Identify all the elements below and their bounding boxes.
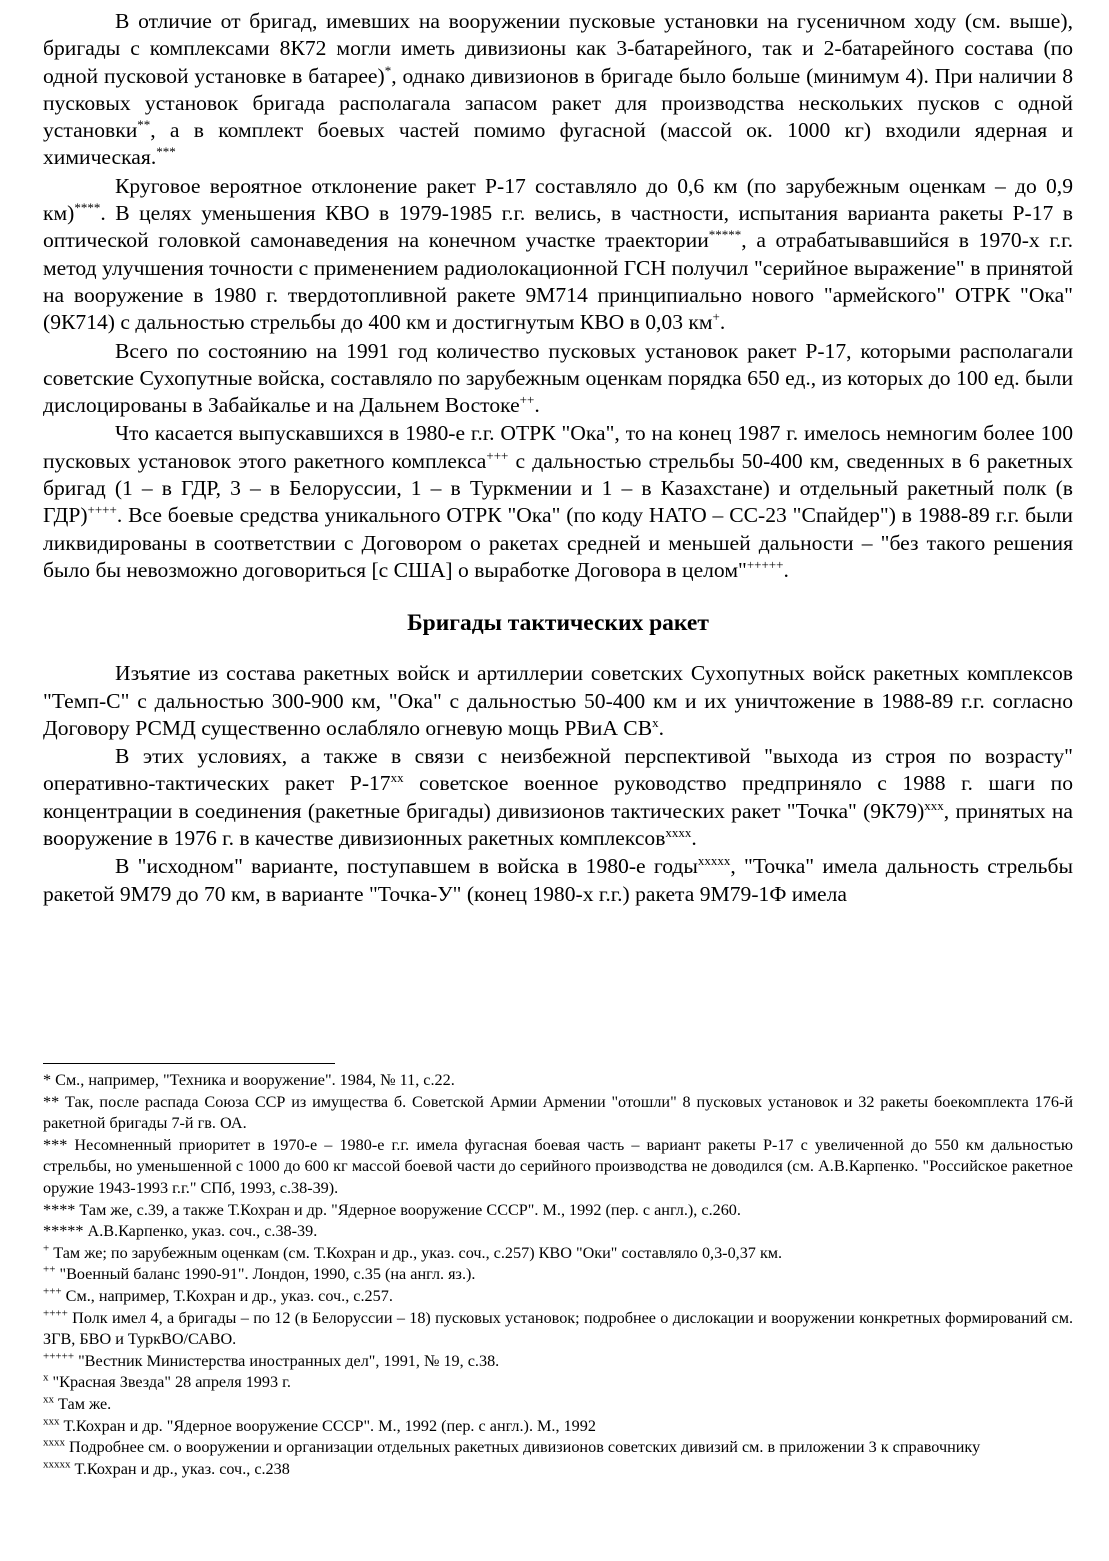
footnotes xyxy=(43,1070,1073,1480)
text: , а отрабатывавшийся в 1970-х г.г. метод улучшения точности с применением радиолокационной ГСН получил "серийное выражение" в принятой на вооружение в 1980 г. твердотопливной ракете 9М714 принципиально нового "армейского" ОТРК "Ока" (9К714) с дальностью стрельбы до 400 км и достигнутым КВО в 0,03 км xyxy=(43,228,1073,335)
footnote-marker: +++++ xyxy=(43,1350,75,1363)
footnote-marker: * xyxy=(43,1071,52,1089)
text: . xyxy=(719,310,726,335)
footnote-ref[interactable]: + xyxy=(712,309,720,325)
footnote-ref[interactable]: **** xyxy=(74,199,101,215)
footnote-marker: x xyxy=(43,1371,49,1384)
main-text xyxy=(43,8,1073,908)
footnote-text: См., например, Т.Кохран и др., указ. соч., с.257. xyxy=(61,1286,393,1305)
footnote-ref[interactable]: +++++ xyxy=(746,556,784,572)
text: , однако дивизионов в бригаде было больше (минимум 4). При наличии 8 пусковых установок бригада располагала запасом ракет для производства нескольких пусков с одной установки xyxy=(43,63,1073,143)
footnote-ref[interactable]: * xyxy=(384,62,392,78)
footnote-marker: xxx xyxy=(43,1415,60,1428)
footnote-ref[interactable]: ***** xyxy=(708,227,742,243)
footnote-text: "Красная Звезда" 28 апреля 1993 г. xyxy=(48,1373,291,1392)
footnote-ref[interactable]: ** xyxy=(137,117,151,132)
footnote-marker: xx xyxy=(43,1393,54,1406)
footnote-text: Там же, с.39, а также Т.Кохран и др. "Ядерное вооружение СССР". М., 1992 (пер. с англ.), с.260. xyxy=(75,1200,741,1219)
text: Изъятие из состава ракетных войск и артиллерии советских Сухопутных войск ракетных комплексов "Темп-С" с дальностью 300-900 км, "Ока" с дальностью 50-400 км и их уничтожение в 1988-89 г.г. согласно Договору РСМД существенно ослабляло огневую мощь РВиА СВ xyxy=(43,661,1073,740)
text: , а в комплект боевых частей помимо фугасной (массой ок. 1000 кг) входили ядерная и химическая. xyxy=(43,118,1073,170)
footnote xyxy=(43,1437,1073,1459)
paragraph xyxy=(43,173,1073,337)
footnote-text: "Вестник Министерства иностранных дел", 1991, № 19, с.38. xyxy=(74,1351,500,1370)
footnote-separator xyxy=(43,1063,335,1064)
footnote xyxy=(43,1221,1073,1243)
footnote-text: "Военный баланс 1990-91". Лондон, 1990, с.35 (на англ. яз.). xyxy=(55,1265,476,1284)
footnote xyxy=(43,1394,1073,1416)
footnote-marker: ++++ xyxy=(43,1307,68,1320)
text: . xyxy=(658,715,665,740)
text: . Все боевые средства уникального ОТРК "Ока" (по коду НАТО – СС-23 "Спайдер") в 1988-89 г.г. были ликвидированы в соответствии с Договором о ракетах средней и меньшей дальности – "без такого решения было бы невозможно договориться [с США] о выработке Договора в целом" xyxy=(43,503,1073,582)
text: Круговое вероятное отклонение ракет Р-17 составляло до 0,6 км (по зарубежным оценкам – до 0,9 км) xyxy=(43,173,1073,226)
footnote-marker: ++ xyxy=(43,1263,56,1276)
paragraph xyxy=(43,743,1073,852)
text: . В целях уменьшения КВО в 1979-1985 г.г. велись, в частности, испытания варианта ракеты Р-17 в оптической головкой самонаведения на конечном участке траектории xyxy=(43,201,1073,253)
footnote-text: Несомненный приоритет в 1970-е – 1980-е г.г. имела фугасная боевая часть – вариант ракеты Р-17 с увеличенной до 550 км дальностью стрельбы, но уменьшенной с 1000 до 600 кг массой боевой части до серийного производства не доводился (см. А.В.Карпенко. "Российское ракетное оружие 1943-1993 г.г." СПб, 1993, с.38-39). xyxy=(43,1135,1073,1197)
footnote-text: Полк имел 4, а бригады – по 12 (в Белоруссии – 18) пусковых установок; подробнее о дислокации и вооружении конкретных формирований см. ЗГВ, БВО и ТуркВО/САВО. xyxy=(43,1308,1073,1349)
footnote xyxy=(43,1372,1073,1394)
text: Всего по состоянию на 1991 год количество пусковых установок ракет Р-17, которыми располагали советские Сухопутные войска, составляло по зарубежным оценкам порядка 650 ед., из которых до 100 ед. были дислоцированы в Забайкалье и на Дальнем Востоке xyxy=(43,338,1073,418)
footnote-text: Подробнее см. о вооружении и организации отдельных ракетных дивизионов советских дивизий см. в приложении 3 к справочнику xyxy=(65,1438,981,1457)
text: . xyxy=(534,393,540,418)
text: с дальностью стрельбы 50-400 км, сведенных в 6 ракетных бригад (1 – в ГДР, 3 – в Белоруссии, 1 – в Туркмении и 1 – в Казахстане) и отдельный ракетный полк (в ГДР) xyxy=(43,448,1073,528)
paragraph xyxy=(43,8,1073,172)
text: Что касается выпускавшихся в 1980-е г.г. ОТРК "Ока", то на конец 1987 г. имелось немногим более 100 пусковых установок этого ракетного комплекса xyxy=(43,421,1073,473)
footnote-text: Так, после распада Союза ССР из имущества б. Советской Армии Армении "отошли" 8 пусковых установок и 32 ракеты боекомплекта 176-й ракетной бригады 7-й гв. ОА. xyxy=(43,1092,1073,1133)
footnote-marker: ***** xyxy=(43,1222,84,1241)
footnote xyxy=(43,1264,1073,1286)
text: В отличие от бригад, имевших на вооружении пусковые установки на гусеничном ходу (см. выше), бригады с комплексами 8К72 могли иметь дивизионы как 3-батарейного, так и 2-батарейного состава (по одной пусковой установке в батарее) xyxy=(43,9,1073,88)
footnote-marker: *** xyxy=(43,1135,68,1154)
paragraph xyxy=(43,338,1073,420)
text: , "Точка" имела дальность стрельбы ракетой 9М79 до 70 км, в варианте "Точка-У" (конец 1980-х г.г.) ракета 9М79-1Ф имела xyxy=(43,854,1073,906)
footnote xyxy=(43,1351,1073,1373)
footnote-ref[interactable]: xxx xyxy=(924,797,944,813)
text: В "исходном" варианте, поступавшем в войска в 1980-е годы xyxy=(115,854,698,879)
footnote-marker: xxxx xyxy=(43,1436,65,1449)
footnote-ref[interactable]: +++ xyxy=(486,447,509,463)
footnote-marker: + xyxy=(43,1242,50,1255)
footnote-text: См., например, "Техника и вооружение". 1984, № 11, с.22. xyxy=(51,1071,455,1089)
footnote xyxy=(43,1308,1073,1351)
footnote xyxy=(43,1070,1073,1092)
footnote xyxy=(43,1459,1073,1481)
footnote-text: Там же. xyxy=(54,1394,112,1413)
footnote-ref[interactable]: xx xyxy=(390,770,404,786)
footnote xyxy=(43,1135,1073,1200)
paragraph xyxy=(43,853,1073,908)
footnote-marker: ** xyxy=(43,1092,60,1111)
footnote-text: Там же; по зарубежным оценкам (см. Т.Кохран и др., указ. соч., с.257) КВО "Оки" составляло 0,3-0,37 км. xyxy=(49,1243,783,1262)
section-heading: Бригады тактических ракет xyxy=(407,610,709,637)
text: . xyxy=(783,557,789,582)
paragraph xyxy=(43,660,1073,742)
paragraph xyxy=(43,420,1073,584)
footnote-ref[interactable]: *** xyxy=(156,144,176,160)
text: В этих условиях, а также в связи с неизбежной перспективой "выхода из строя по возрасту" оперативно-тактических ракет Р-17 xyxy=(43,744,1073,796)
text: . xyxy=(691,826,697,851)
footnote-ref[interactable]: x xyxy=(652,714,659,730)
footnote-marker: +++ xyxy=(43,1285,62,1298)
footnote xyxy=(43,1416,1073,1438)
footnote-text: А.В.Карпенко, указ. соч., с.38-39. xyxy=(83,1222,318,1241)
footnote-marker: **** xyxy=(43,1200,76,1219)
footnote-ref[interactable]: xxxx xyxy=(665,824,692,840)
footnote xyxy=(43,1243,1073,1265)
footnote xyxy=(43,1092,1073,1135)
footnote-ref[interactable]: ++ xyxy=(519,391,535,407)
footnote-text: Т.Кохран и др. "Ядерное вооружение СССР". М., 1992 (пер. с англ.). М., 1992 xyxy=(59,1416,596,1435)
footnote-ref[interactable]: xxxxx xyxy=(697,853,731,869)
footnote-marker: xxxxx xyxy=(43,1458,71,1471)
footnote-ref[interactable]: ++++ xyxy=(87,502,117,518)
footnote xyxy=(43,1200,1073,1222)
footnote xyxy=(43,1286,1073,1308)
text: советское военное руководство предприняло с 1988 г. шаги по концентрации в соединения (ракетные бригады) дивизионов тактических ракет "Точка" (9К79) xyxy=(43,771,1073,823)
text: , принятых на вооружение в 1976 г. в качестве дивизионных ракетных комплексов xyxy=(43,798,1073,851)
footnote-text: Т.Кохран и др., указ. соч., с.238 xyxy=(70,1459,290,1478)
